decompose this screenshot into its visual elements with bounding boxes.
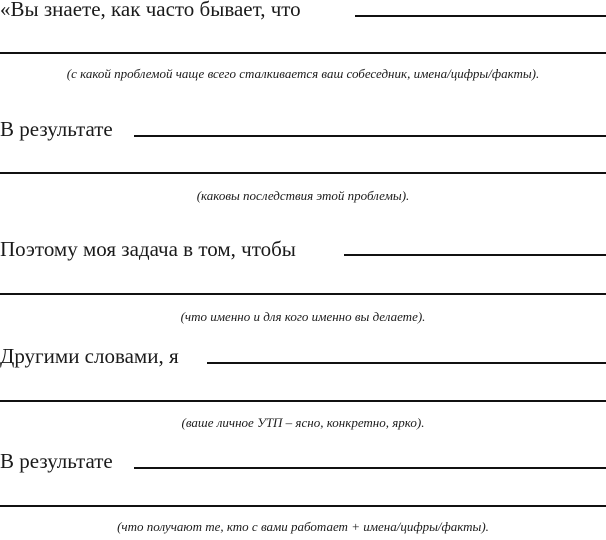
fill-line-consequence-1[interactable] <box>134 135 606 137</box>
fill-line-task-2[interactable] <box>0 293 606 295</box>
hint-usp: (ваше личное УТП – ясно, конкретно, ярко). <box>181 415 425 430</box>
hint-problem: (с какой проблемой чаще всего сталкивается ваш собеседник, имена/цифры/факты). <box>66 66 540 81</box>
fill-line-result-1[interactable] <box>134 467 606 469</box>
fill-line-consequence-2[interactable] <box>0 172 606 174</box>
fill-line-problem-2[interactable] <box>0 52 606 54</box>
hint-consequence: (каковы последствия этой проблемы). <box>196 188 410 203</box>
hint-task: (что именно и для кого именно вы делаете). <box>180 309 426 324</box>
fill-line-task-1[interactable] <box>344 254 606 256</box>
fill-line-usp-1[interactable] <box>207 362 606 364</box>
fill-line-usp-2[interactable] <box>0 400 606 402</box>
prompt-consequence: В результате <box>0 117 113 141</box>
prompt-usp: Другими словами, я <box>0 344 179 368</box>
prompt-result: В результате <box>0 449 113 473</box>
hint-result: (что получают те, кто с вами работает + имена/цифры/факты). <box>117 519 489 534</box>
fill-line-result-2[interactable] <box>0 505 606 507</box>
prompt-task: Поэтому моя задача в том, чтобы <box>0 237 296 261</box>
fill-line-problem-1[interactable] <box>355 15 606 17</box>
prompt-problem: «Вы знаете, как часто бывает, что <box>0 0 301 21</box>
